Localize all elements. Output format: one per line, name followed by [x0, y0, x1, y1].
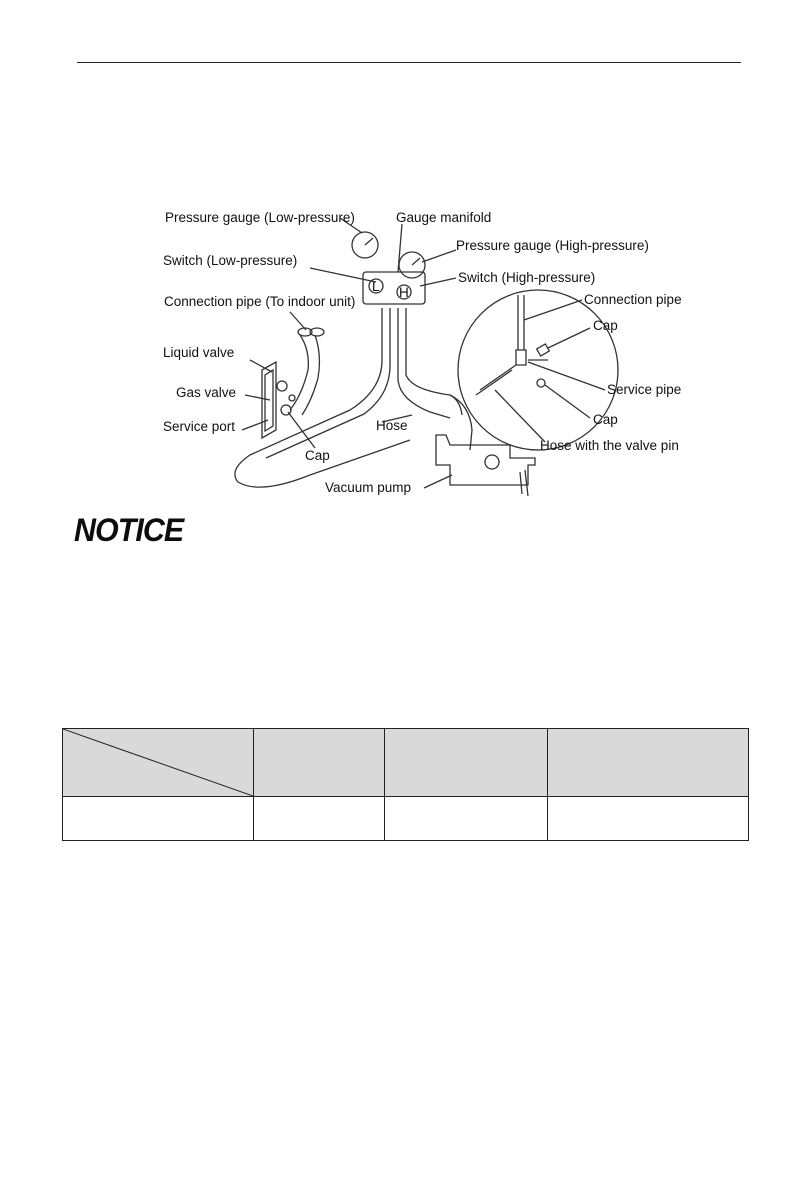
label-connection-pipe-indoor: Connection pipe (To indoor unit): [164, 294, 356, 309]
label-cap-bottom: Cap: [305, 448, 330, 463]
label-service-pipe: Service pipe: [607, 382, 682, 397]
table-header-row: [63, 729, 749, 797]
table-cell: [385, 797, 548, 841]
header-rule: [77, 62, 741, 63]
label-vacuum-pump: Vacuum pump: [325, 480, 412, 495]
label-hose: Hose: [376, 418, 408, 433]
label-pressure-gauge-low: Pressure gauge (Low-pressure): [165, 210, 355, 225]
label-switch-low: Switch (Low-pressure): [163, 253, 298, 268]
notice-heading: NOTICE: [74, 512, 184, 548]
label-cap-right: Cap: [593, 412, 618, 427]
label-gauge-manifold: Gauge manifold: [396, 210, 492, 225]
vacuum-pump-connection-diagram: [150, 200, 710, 500]
label-pressure-gauge-high: Pressure gauge (High-pressure): [456, 238, 649, 253]
table-cell: [548, 797, 749, 841]
gauge-high-mark: H: [399, 285, 409, 300]
spec-table: [62, 728, 749, 841]
gauge-low-mark: L: [372, 279, 380, 294]
table-header-cell: [254, 729, 385, 797]
label-switch-high: Switch (High-pressure): [458, 270, 596, 285]
table-corner-cell: [63, 729, 254, 797]
label-service-port: Service port: [163, 419, 236, 434]
table-header-cell: [385, 729, 548, 797]
table-cell: [63, 797, 254, 841]
label-liquid-valve: Liquid valve: [163, 345, 235, 360]
table-header-cell: [548, 729, 749, 797]
table-row: [63, 797, 749, 841]
label-cap-top: Cap: [593, 318, 618, 333]
table-cell: [254, 797, 385, 841]
label-connection-pipe: Connection pipe: [584, 292, 682, 307]
label-gas-valve: Gas valve: [176, 385, 237, 400]
label-hose-valve-pin: Hose with the valve pin: [540, 438, 679, 453]
diagonal-divider: [63, 729, 253, 796]
